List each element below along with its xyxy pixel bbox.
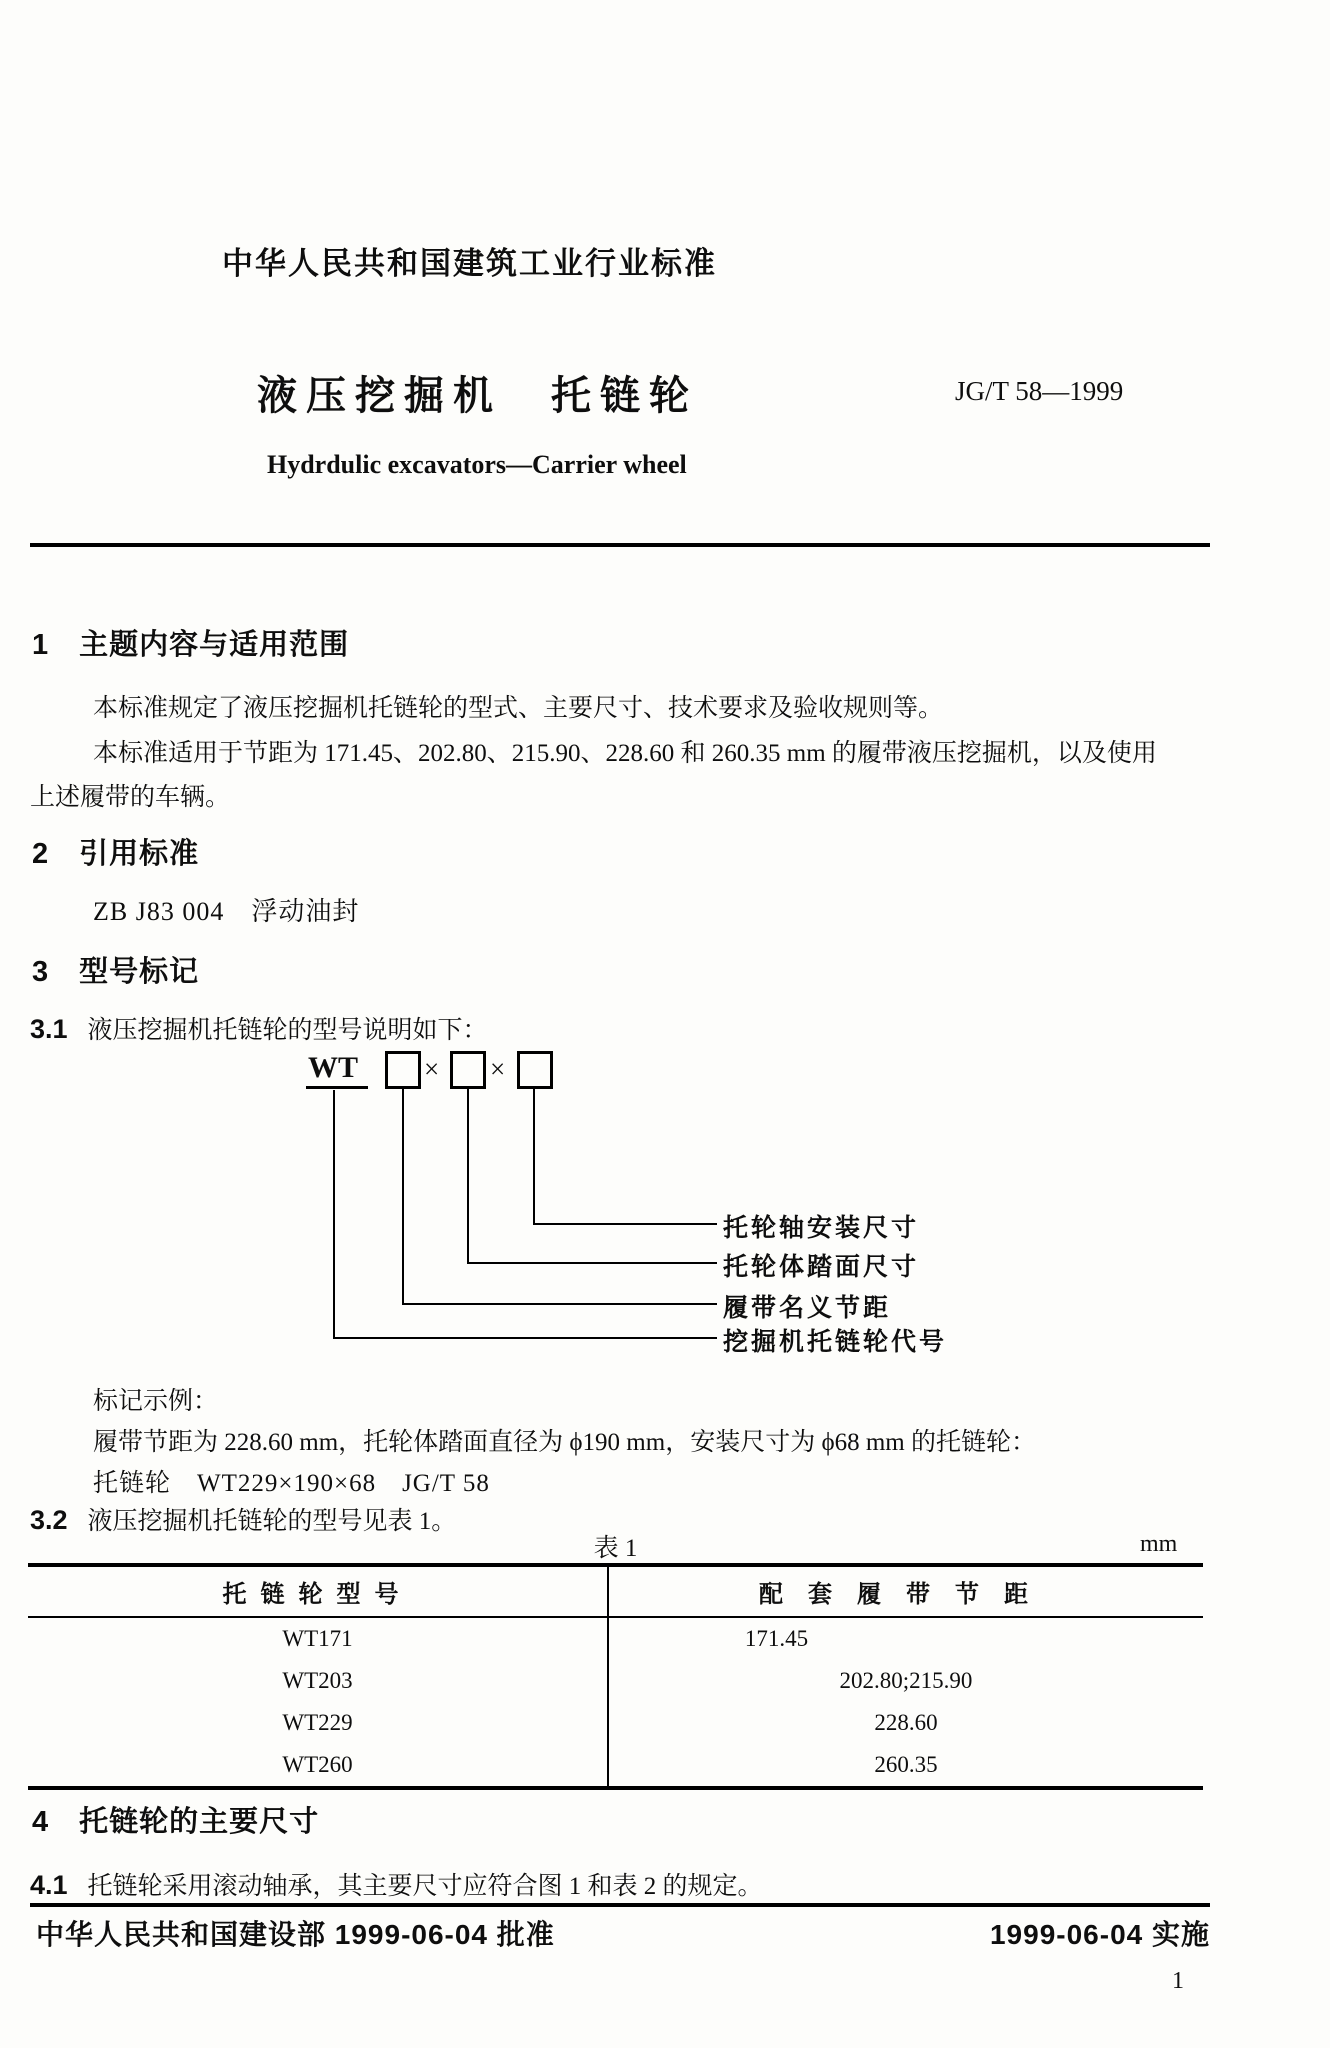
multiply-sign-1: × — [424, 1054, 440, 1084]
document-title-cn: 液压挖掘机 托链轮 — [257, 374, 698, 418]
table-1-unit: mm — [1140, 1531, 1178, 1557]
section-3-heading: 3 型号标记 — [32, 956, 200, 988]
table-row — [28, 1617, 1203, 1660]
clause-3-2-number: 3.2 — [30, 1505, 68, 1535]
cell-model: WT171 — [28, 1617, 608, 1660]
cell-pitch: 202.80;215.90 — [839, 1668, 973, 1693]
example-line-2: 托链轮 WT229×190×68 JG/T 58 — [93, 1470, 490, 1497]
table-row — [28, 1744, 1203, 1788]
cell-pitch: 228.60 — [874, 1710, 938, 1735]
page-number: 1 — [1172, 1968, 1184, 1994]
section-4-heading: 4 托链轮的主要尺寸 — [32, 1806, 320, 1838]
diagram-label-nominal-pitch: 履带名义节距 — [723, 1294, 892, 1322]
footer-implementation: 1999-06-04 实施 — [989, 1919, 1210, 1950]
section-1-paragraph-2-line-2: 上述履带的车辆。 — [30, 784, 231, 811]
leader-line-horizontal-4 — [333, 1337, 717, 1339]
cell-pitch: 171.45 — [744, 1626, 809, 1651]
leader-line-vertical-wt — [333, 1090, 335, 1339]
table-1-caption: 表 1 — [593, 1535, 638, 1562]
cell-model: WT229 — [28, 1702, 608, 1744]
masthead-rule — [30, 543, 1210, 547]
example-title: 标记示例： — [93, 1388, 219, 1415]
table-1 — [28, 1563, 1203, 1790]
clause-3-1 — [30, 1010, 488, 1046]
model-field-box-1 — [385, 1051, 421, 1089]
table-1-header-pitch: 配套履带节距 — [608, 1565, 1203, 1617]
clause-4-1-number: 4.1 — [30, 1870, 68, 1900]
leader-line-vertical-box1 — [402, 1086, 404, 1305]
multiply-sign-2: × — [490, 1054, 506, 1084]
table-1-header-model: 托链轮型号 — [28, 1565, 608, 1617]
model-field-box-3 — [517, 1051, 553, 1089]
clause-4-1-text: 托链轮采用滚动轴承，其主要尺寸应符合图 1 和表 2 的规定。 — [87, 1873, 763, 1900]
cell-pitch: 260.35 — [874, 1752, 938, 1777]
table-row — [28, 1702, 1203, 1744]
footer-rule — [30, 1903, 1210, 1907]
diagram-label-carrier-wheel-code: 挖掘机托链轮代号 — [723, 1328, 948, 1356]
referenced-standard: ZB J83 004 浮动油封 — [93, 897, 360, 926]
clause-3-1-text: 液压挖掘机托链轮的型号说明如下： — [87, 1017, 488, 1044]
diagram-label-tread-size: 托轮体踏面尺寸 — [723, 1253, 920, 1281]
cell-model: WT260 — [28, 1744, 608, 1788]
leader-line-horizontal-3 — [402, 1303, 717, 1305]
clause-4-1 — [30, 1866, 763, 1902]
clause-3-1-number: 3.1 — [30, 1014, 68, 1044]
table-1-header-row — [28, 1565, 1203, 1617]
diagram-label-axle-mounting-size: 托轮轴安装尺寸 — [723, 1214, 920, 1242]
section-1-paragraph-2-line-1: 本标准适用于节距为 171.45、202.80、215.90、228.60 和 260.35 mm 的履带液压挖掘机，以及使用 — [93, 740, 1157, 767]
example-line-1: 履带节距为 228.60 mm，托轮体踏面直径为 ϕ190 mm，安装尺寸为 ϕ68 mm 的托链轮： — [93, 1429, 1036, 1456]
leader-line-vertical-box2 — [467, 1086, 469, 1264]
section-1-heading: 1 主题内容与适用范围 — [32, 629, 350, 661]
standard-number: JG/T 58—1999 — [955, 376, 1124, 406]
standard-header: 中华人民共和国建筑工业行业标准 — [222, 246, 717, 281]
cell-model: WT203 — [28, 1660, 608, 1702]
table-row — [28, 1660, 1203, 1702]
section-1-paragraph-1: 本标准规定了液压挖掘机托链轮的型式、主要尺寸、技术要求及验收规则等。 — [93, 695, 944, 722]
leader-line-horizontal-2 — [467, 1262, 717, 1264]
model-prefix-wt: WT — [306, 1051, 368, 1089]
leader-line-vertical-box3 — [533, 1086, 535, 1225]
clause-3-2-text: 液压挖掘机托链轮的型号见表 1。 — [87, 1508, 457, 1535]
section-2-heading: 2 引用标准 — [32, 838, 200, 870]
document-title-en: Hydrdulic excavators—Carrier wheel — [267, 450, 687, 479]
footer-approval: 中华人民共和国建设部 1999-06-04 批准 — [36, 1919, 555, 1950]
leader-line-horizontal-1 — [533, 1223, 717, 1225]
model-field-box-2 — [450, 1051, 486, 1089]
